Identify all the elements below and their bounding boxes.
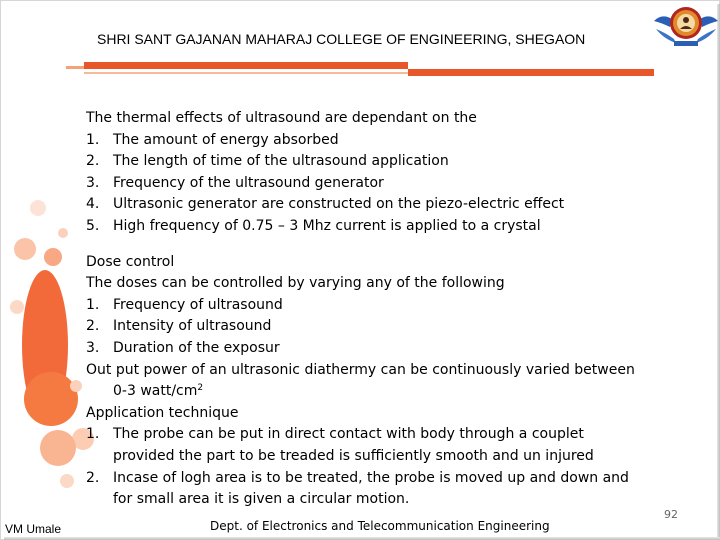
section-heading: Application technique xyxy=(86,404,239,421)
list-text: Intensity of ultrasound xyxy=(113,318,272,335)
list-item xyxy=(86,338,686,360)
section-intro: The thermal effects of ultrasound are dependant on the xyxy=(86,110,477,126)
list-item xyxy=(86,316,686,338)
list-number: 2. xyxy=(86,153,100,170)
list-number: 1. xyxy=(86,131,100,148)
page-number: 92 xyxy=(664,508,678,521)
list-text: High frequency of 0.75 – 3 Mhz current is applied to a crystal xyxy=(113,217,541,234)
section-intro: The doses can be controlled by varying any of the following xyxy=(86,275,505,292)
list-text: Frequency of ultrasound xyxy=(113,296,283,313)
header-divider xyxy=(408,69,654,76)
list-item xyxy=(86,216,686,238)
list-text: The probe can be put in direct contact with body through a couplet xyxy=(113,426,584,443)
footer-author: VM Umale xyxy=(5,522,62,536)
decorative-circle xyxy=(60,474,74,488)
list-item xyxy=(86,295,686,317)
application-technique-list xyxy=(86,424,686,510)
list-number: 3. xyxy=(86,339,100,356)
list-item xyxy=(86,130,686,152)
output-power-unit: 0-3 watt/cm xyxy=(113,383,198,400)
list-item xyxy=(86,468,686,490)
dose-control-list xyxy=(86,295,686,360)
list-item xyxy=(86,151,686,173)
decorative-circle xyxy=(40,430,76,466)
slide-content xyxy=(86,108,686,511)
list-number: 1. xyxy=(86,296,100,313)
header-divider xyxy=(84,72,408,74)
list-item-continuation: provided the part to be treaded is sufficiently smooth and un injured xyxy=(113,447,594,464)
section-heading: Dose control xyxy=(86,253,175,270)
decorative-circle xyxy=(14,238,36,260)
list-text: The length of time of the ultrasound application xyxy=(113,153,449,170)
list-text: Frequency of the ultrasound generator xyxy=(113,174,384,191)
list-number: 3. xyxy=(86,174,100,191)
decorative-circle xyxy=(10,300,24,314)
thermal-effects-list xyxy=(86,130,686,238)
list-text: Ultrasonic generator are constructed on the piezo-electric effect xyxy=(113,196,565,213)
decorative-circle xyxy=(30,200,46,216)
list-number: 1. xyxy=(86,426,100,443)
decorative-circle xyxy=(44,248,62,266)
list-text: Incase of logh area is to be treated, the probe is moved up and down and xyxy=(113,469,629,486)
decorative-circle xyxy=(58,228,68,238)
page-title: SHRI SANT GAJANAN MAHARAJ COLLEGE OF ENGINEERING, SHEGAON xyxy=(97,31,586,47)
output-power-text: Out put power of an ultrasonic diathermy can be continuously varied between xyxy=(86,361,635,378)
header-divider xyxy=(84,62,408,69)
list-text: Duration of the exposur xyxy=(113,339,280,356)
list-number: 4. xyxy=(86,196,100,213)
list-number: 2. xyxy=(86,469,100,486)
list-item xyxy=(86,424,686,446)
spacer xyxy=(86,238,686,252)
decorative-circle xyxy=(24,372,78,426)
footer-department: Dept. of Electronics and Telecommunication Engineering xyxy=(210,519,550,533)
list-item-continuation: for small area it is given a circular motion. xyxy=(113,491,410,508)
college-logo-icon xyxy=(652,3,720,49)
list-item xyxy=(86,194,686,216)
superscript: 2 xyxy=(197,383,204,394)
list-item xyxy=(86,173,686,195)
list-number: 5. xyxy=(86,217,100,234)
output-power-continuation xyxy=(86,381,686,403)
list-text: The amount of energy absorbed xyxy=(113,131,339,148)
list-number: 2. xyxy=(86,318,100,335)
decorative-circle xyxy=(70,380,82,392)
